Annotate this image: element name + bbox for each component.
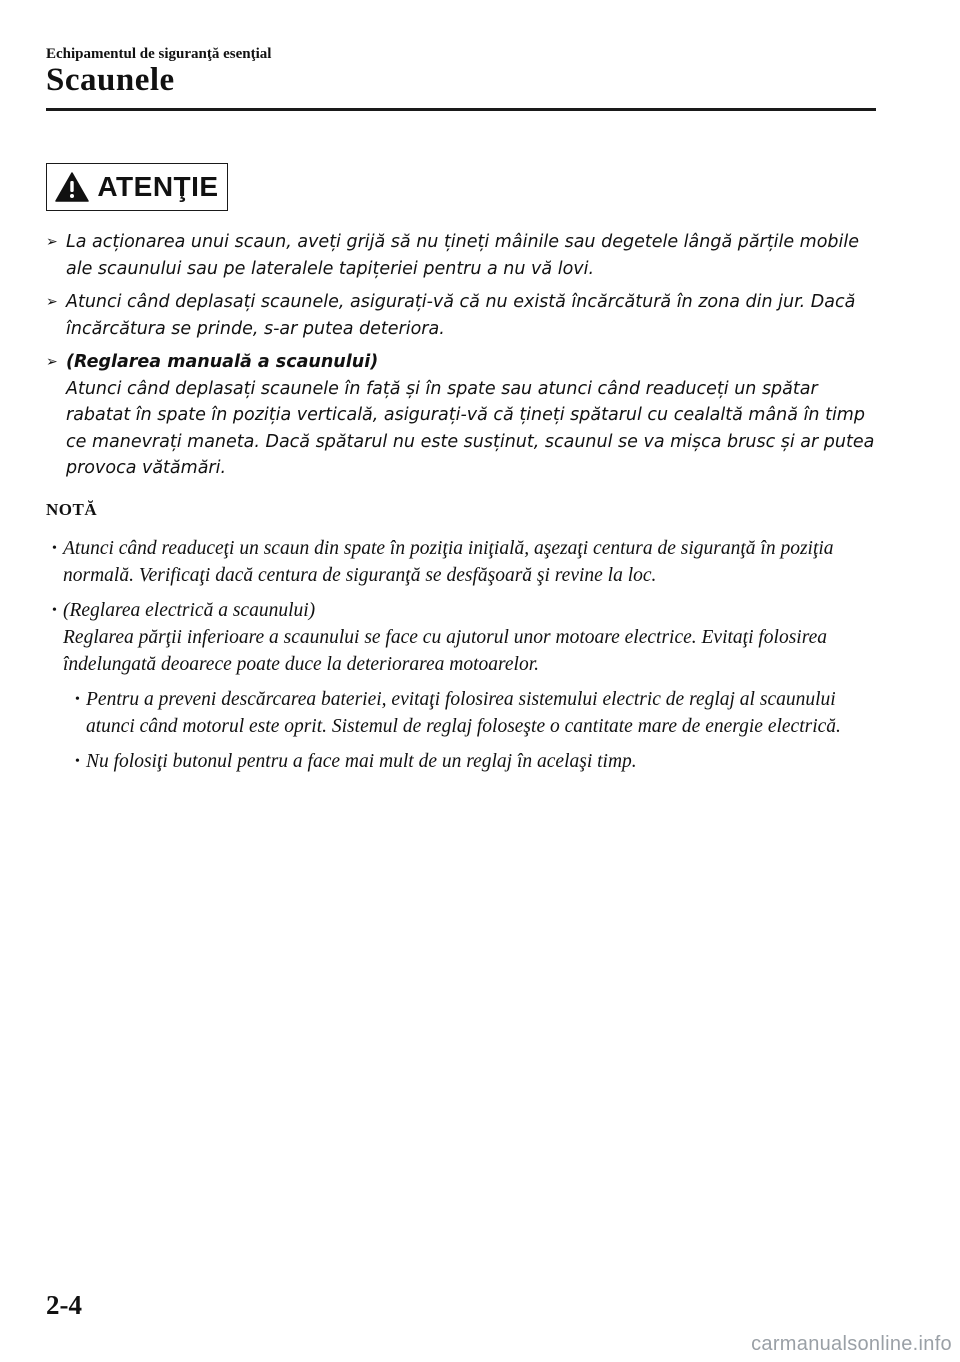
watermark: carmanualsonline.info (751, 1333, 952, 1355)
caution-item (46, 349, 886, 482)
caution-item-text: La acționarea unui scaun, aveți grijă să nu țineți mâinile sau degetele lângă părțile mobile ale scaunului sau pe lateralele tapițeriei pentru a nu vă lovi. (66, 232, 860, 279)
arrow-bullet-icon: ➢ (46, 234, 58, 250)
caution-item (46, 289, 886, 342)
dot-bullet-icon: • (75, 754, 80, 769)
note-item-heading: (Reglarea electrică a scaunului) (63, 600, 316, 621)
note-list (46, 535, 886, 783)
caution-list (46, 229, 886, 489)
page-number: 2-4 (46, 1290, 82, 1320)
arrow-bullet-icon: ➢ (46, 354, 58, 370)
caution-item (46, 229, 886, 282)
caution-box (46, 163, 228, 211)
dot-bullet-icon: • (52, 541, 57, 556)
caution-label: ATENŢIE (97, 171, 219, 202)
note-subitem (69, 686, 886, 740)
note-subitem (69, 748, 886, 775)
note-item-text: Atunci când readuceţi un scaun din spate în poziţia iniţială, aşezaţi centura de siguranţă în poziţia normală. Verificaţi dacă centura de siguranţă se desfăşoară şi revine la loc. (63, 538, 834, 586)
section-heading: Echipamentul de siguranţă esenţial (46, 46, 272, 62)
warning-triangle-icon (55, 172, 89, 202)
caution-item-text: Atunci când deplasați scaunele în față și în spate sau atunci când readuceți un spătar rabatat în spate în poziția verticală, asigurați-vă că țineți spătarul cu cealaltă mână în timp ce manevrați maneta. Dacă spătarul nu este susținut, scaunul se va mișca brusc și ar putea provoca vătămări. (66, 378, 875, 478)
dot-bullet-icon: • (75, 692, 80, 707)
arrow-bullet-icon: ➢ (46, 294, 58, 310)
note-item (46, 535, 886, 589)
title-divider (46, 108, 876, 111)
note-subitem-text: Nu folosiţi butonul pentru a face mai mult de un reglaj în acelaşi timp. (86, 751, 637, 772)
note-heading: NOTĂ (46, 500, 98, 519)
note-item (46, 597, 886, 678)
caution-item-heading: (Reglarea manuală a scaunului) (66, 352, 379, 372)
note-subitem-text: Pentru a preveni descărcarea bateriei, evitaţi folosirea sistemului electric de reglaj al scaunului atunci când motorul este oprit. Sistemul de reglaj foloseşte o cantitate mare de energie electrică. (86, 689, 841, 737)
dot-bullet-icon: • (52, 603, 57, 618)
note-item-text: Reglarea părţii inferioare a scaunului se face cu ajutorul unor motoare electrice. Evitaţi folosirea îndelungată deoarece poate duce la deteriorarea motoarelor. (63, 627, 827, 675)
page-title: Scaunele (46, 62, 175, 98)
caution-item-text: Atunci când deplasați scaunele, asigurați-vă că nu există încărcătură în zona din jur. Dacă încărcătura se prinde, s-ar putea deteriora. (66, 292, 856, 339)
